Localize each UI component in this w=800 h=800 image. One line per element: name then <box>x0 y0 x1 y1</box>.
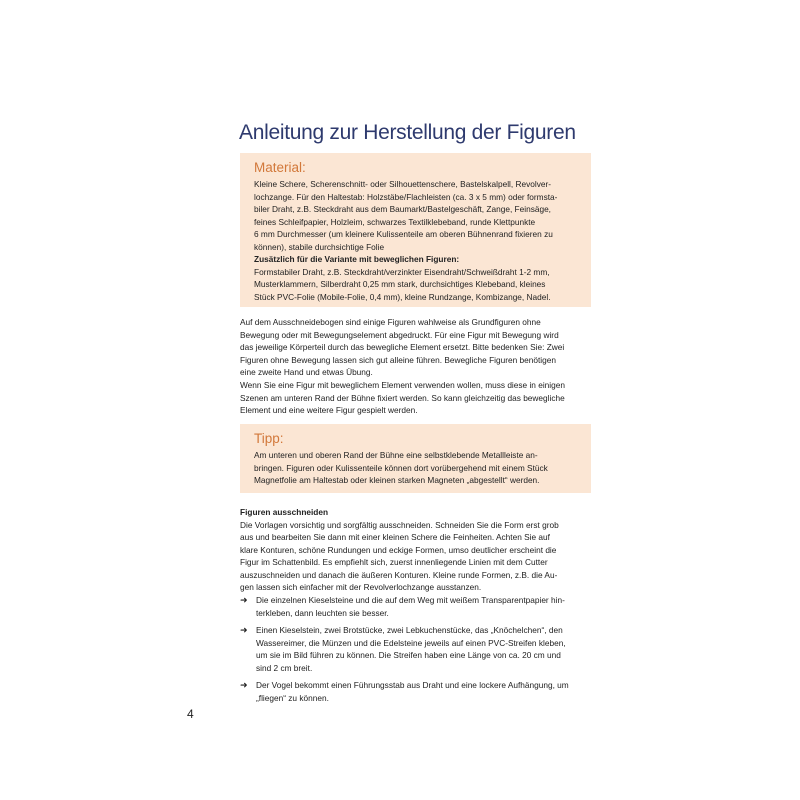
tipp-heading: Tipp: <box>254 431 284 446</box>
arrow-icon: ➜ <box>240 625 248 635</box>
section-line: Die Vorlagen vorsichtig und sorgfältig ausschneiden. Schneiden Sie die Form erst grob <box>240 519 559 530</box>
material-line: lochzange. Für den Haltestab: Holzstäbe/Flachleisten (ca. 3 x 5 mm) oder formsta- <box>254 191 558 202</box>
paragraph-line: Wenn Sie eine Figur mit beweglichem Element verwenden wollen, muss diese in einigen <box>240 380 565 390</box>
material-sub-line: Formstabiler Draht, z.B. Steckdraht/verzinkter Eisendraht/Schweißdraht 1-2 mm, <box>254 266 550 277</box>
tipp-line: Magnetfolie am Haltestab oder kleinen starken Magneten „abgestellt“ werden. <box>254 475 540 485</box>
tipp-line: Am unteren und oberen Rand der Bühne eine selbstklebende Metallleiste an- <box>254 450 538 460</box>
section-line: auszuschneiden und danach die äußeren Konturen. Kleine runde Formen, z.B. die Au- <box>240 569 558 580</box>
bullet-line: Einen Kieselstein, zwei Brotstücke, zwei Lebkuchenstücke, das „Knöchelchen“, den <box>256 625 563 635</box>
material-sub-line: Musterklammern, Silberdraht 0,25 mm stark, durchsichtiges Klebeband, kleines <box>254 279 546 289</box>
section-line: klare Konturen, schöne Rundungen und eckige Formen, umso deutlicher erscheint die <box>240 544 557 555</box>
material-line: können), stabile durchsichtige Folie <box>254 241 385 252</box>
page-title: Anleitung zur Herstellung der Figuren <box>239 121 576 144</box>
section-line: Figur im Schattenbild. Es empfiehlt sich, zuerst innenliegende Linien mit dem Cutter <box>240 557 548 567</box>
intro-paragraph <box>240 316 564 379</box>
material-line: biler Draht, z.B. Steckdraht aus dem Baumarkt/Bastelgeschäft, Zange, Feinsäge, <box>254 204 551 214</box>
material-line: feines Schleifpapier, Holzleim, schwarzes Textilklebeband, runde Klettpunkte <box>254 216 536 227</box>
page-number: 4 <box>187 707 194 721</box>
material-line: 6 mm Durchmesser (um kleinere Kulissenteile am oberen Bühnenrand fixieren zu <box>254 229 553 239</box>
bullet-line: Die einzelnen Kieselsteine und die auf dem Weg mit weißem Transparentpapier hin- <box>256 595 565 605</box>
tipp-box <box>240 424 591 493</box>
section-line: gen lassen sich einfacher mit der Revolverlochzange ausstanzen. <box>240 582 482 592</box>
material-heading: Material: <box>254 160 306 175</box>
material-subheading: Zusätzlich für die Variante mit beweglichen Figuren: <box>254 254 460 264</box>
bullet-line: terkleben, dann leuchten sie besser. <box>256 607 389 618</box>
arrow-icon: ➜ <box>240 680 248 690</box>
material-line: Kleine Schere, Scherenschnitt- oder Silhouettenschere, Bastelskalpell, Revolver- <box>254 179 551 189</box>
cutting-section <box>240 506 559 594</box>
section-line: aus und bearbeiten Sie dann mit einer kleinen Schere die Feinheiten. Achten Sie auf <box>240 532 550 542</box>
movable-figure-paragraph <box>240 379 565 417</box>
list-item <box>240 679 569 704</box>
paragraph-line: das jeweilige Körperteil durch das bewegliche Element ersetzt. Bitte bedenken Sie: Zwei <box>240 342 565 352</box>
arrow-icon: ➜ <box>240 595 248 605</box>
section-heading: Figuren ausschneiden <box>240 507 329 517</box>
bullet-list <box>240 594 569 709</box>
bullet-line: „fliegen“ zu können. <box>256 692 329 703</box>
paragraph-line: eine zweite Hand und etwas Übung. <box>240 367 373 377</box>
bullet-line: sind 2 cm breit. <box>256 662 313 673</box>
list-item <box>240 624 569 674</box>
paragraph-line: Bewegung oder mit Bewegungselement abgedruckt. Für eine Figur mit Bewegung wird <box>240 329 559 340</box>
list-item <box>240 594 569 619</box>
paragraph-line: Szenen am unteren Rand der Bühne fixiert werden. So kann gleichzeitig das bewegliche <box>240 392 565 403</box>
paragraph-line: Element und eine weitere Figur gespielt werden. <box>240 405 418 415</box>
bullet-line: Wassereimer, die Münzen und die Edelsteine jeweils auf einen PVC-Streifen kleben, <box>256 637 566 648</box>
bullet-line: Der Vogel bekommt einen Führungsstab aus Draht und eine lockere Aufhängung, um <box>256 680 569 690</box>
tipp-line: bringen. Figuren oder Kulissenteile können dort vorübergehend mit einem Stück <box>254 462 548 473</box>
paragraph-line: Auf dem Ausschneidebogen sind einige Figuren wahlweise als Grundfiguren ohne <box>240 317 541 327</box>
paragraph-line: Figuren ohne Bewegung lassen sich gut alleine führen. Bewegliche Figuren benötigen <box>240 354 556 365</box>
material-box <box>240 153 591 307</box>
material-sub-line: Stück PVC-Folie (Mobile-Folie, 0,4 mm), kleine Rundzange, Kombizange, Nadel. <box>254 291 551 302</box>
bullet-line: um sie im Bild führen zu können. Die Streifen haben eine Länge von ca. 20 cm und <box>256 650 561 660</box>
